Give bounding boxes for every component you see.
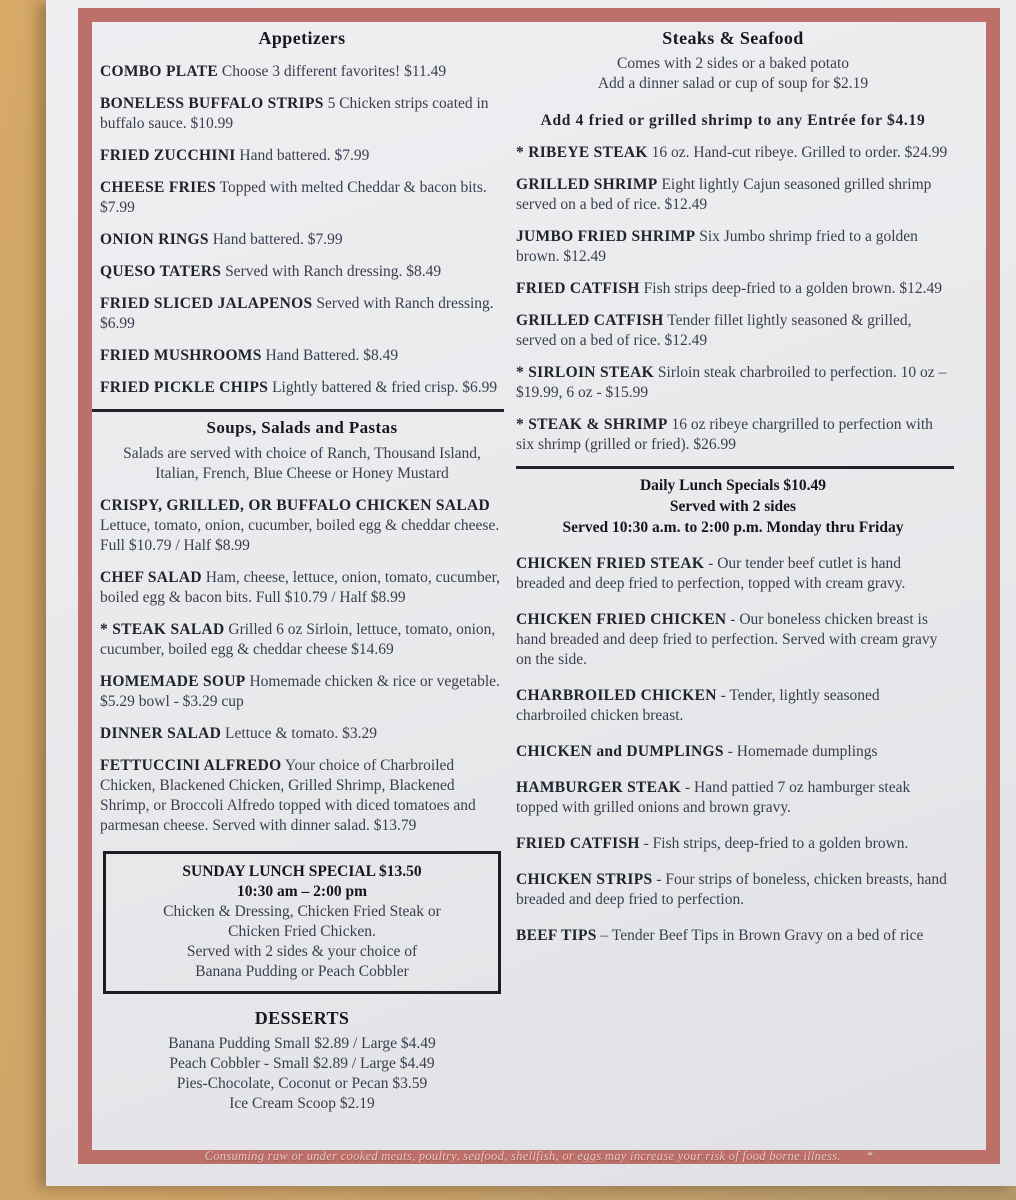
- menu-item: [100, 672, 504, 712]
- item-name: CHEESE FRIES: [100, 179, 217, 196]
- menu-item: [516, 227, 950, 267]
- menu-item: [100, 94, 504, 134]
- sunday-special-title: SUNDAY LUNCH SPECIAL $13.50: [182, 863, 422, 880]
- menu-item: [516, 926, 950, 946]
- menu-item: [516, 279, 950, 299]
- dessert-line: Pies-Chocolate, Coconut or Pecan $3.59: [176, 1075, 428, 1092]
- item-name: CHICKEN FRIED CHICKEN: [516, 611, 727, 628]
- item-desc: Hand battered. $7.99: [239, 147, 370, 164]
- item-name: BEEF TIPS: [516, 927, 597, 944]
- item-desc: - Hand pattied 7 oz hamburger steak topped with grilled onions and brown gravy.: [516, 779, 911, 816]
- item-name: JUMBO FRIED SHRIMP: [516, 228, 696, 245]
- menu-item: [516, 778, 950, 818]
- item-desc: Tender fillet lightly seasoned & grilled, served on a bed of rice. $12.49: [516, 312, 912, 349]
- sunday-special-text: Banana Pudding or Peach Cobbler: [195, 963, 409, 980]
- item-desc: Choose 3 different favorites! $11.49: [221, 63, 447, 80]
- item-name: * STEAK SALAD: [100, 621, 225, 638]
- item-desc: Your choice of Charbroiled Chicken, Blackened Chicken, Grilled Shrimp, Blackened Shrimp, or Broccoli Alfredo topped with diced tomatoes and parmesan cheese. Served with dinner salad. $13.79: [100, 757, 476, 834]
- menu-item: [100, 178, 504, 218]
- item-name: * SIRLOIN STEAK: [516, 364, 655, 381]
- daily-specials-title: Daily Lunch Specials $10.49: [639, 477, 827, 494]
- section-title-soups-salads: Soups, Salads and Pastas: [206, 418, 398, 437]
- menu-content: [92, 22, 986, 1150]
- item-name: * STEAK & SHRIMP: [516, 416, 668, 433]
- menu-item: [516, 311, 950, 351]
- disclaimer-text: Consuming raw or under cooked meats, poultry, seafood, shellfish, or eggs may increase your risk of food borne illness.: [204, 1149, 841, 1163]
- steaks-subtitle-1: Comes with 2 sides or a baked potato: [616, 55, 850, 72]
- dessert-line: Banana Pudding Small $2.89 / Large $4.49: [168, 1035, 436, 1052]
- menu-item: [516, 686, 950, 726]
- item-desc: Lettuce & tomato. $3.29: [225, 725, 377, 742]
- item-desc: - Fish strips, deep-fried to a golden brown.: [643, 835, 909, 852]
- item-name: CHICKEN STRIPS: [516, 871, 653, 888]
- menu-item: [100, 262, 504, 282]
- dessert-line: Ice Cream Scoop $2.19: [229, 1095, 375, 1112]
- item-desc: Fish strips deep-fried to a golden brown. $12.49: [643, 280, 942, 297]
- menu-item: [516, 143, 950, 163]
- item-name: GRILLED CATFISH: [516, 312, 664, 329]
- item-desc: Six Jumbo shrimp fried to a golden brown. $12.49: [516, 228, 918, 265]
- menu-item: [100, 146, 504, 166]
- section-title-steaks-seafood: Steaks & Seafood: [662, 28, 804, 48]
- daily-specials-sub-1: Served with 2 sides: [669, 498, 797, 515]
- sunday-lunch-special-box: [103, 851, 501, 994]
- item-desc: - Homemade dumplings: [727, 743, 878, 760]
- item-name: COMBO PLATE: [100, 63, 218, 80]
- menu-item: [516, 834, 950, 854]
- item-desc: Hand Battered. $8.49: [265, 347, 399, 364]
- item-desc: Sirloin steak charbroiled to perfection. 10 oz – $19.99, 6 oz - $15.99: [516, 364, 947, 401]
- item-name: FRIED SLICED JALAPENOS: [100, 295, 313, 312]
- section-title-desserts: DESSERTS: [254, 1008, 350, 1028]
- menu-item: [100, 378, 504, 398]
- food-safety-disclaimer: [78, 1150, 1000, 1164]
- item-name: FRIED PICKLE CHIPS: [100, 379, 269, 396]
- item-name: CHEF SALAD: [100, 569, 202, 586]
- menu-item: [100, 724, 504, 744]
- item-desc: - Our tender beef cutlet is hand breaded and deep fried to perfection, topped with cream gravy.: [516, 555, 906, 592]
- item-name: ONION RINGS: [100, 231, 209, 248]
- item-desc: Homemade chicken & rice or vegetable. $5.29 bowl - $3.29 cup: [100, 673, 500, 710]
- disclaimer-asterisk: *: [866, 1149, 874, 1163]
- item-name: FRIED ZUCCHINI: [100, 147, 236, 164]
- left-column: [100, 24, 504, 1150]
- item-desc: 16 oz. Hand-cut ribeye. Grilled to order. $24.99: [651, 144, 948, 161]
- red-border-frame: [78, 8, 1000, 1164]
- section-title-appetizers: Appetizers: [258, 28, 346, 48]
- item-desc: Served with Ranch dressing. $8.49: [225, 263, 442, 280]
- menu-item: [100, 756, 504, 836]
- item-name: CHICKEN FRIED STEAK: [516, 555, 705, 572]
- item-desc: - Four strips of boneless, chicken breasts, hand breaded and deep fried to perfection.: [516, 871, 947, 908]
- item-desc: - Our boneless chicken breast is hand breaded and deep fried to perfection. Served with cream gravy on the side.: [516, 611, 938, 668]
- menu-item: [100, 620, 504, 660]
- item-desc: Topped with melted Cheddar & bacon bits. $7.99: [100, 179, 487, 216]
- item-desc: Eight lightly Cajun seasoned grilled shrimp served on a bed of rice. $12.49: [516, 176, 932, 213]
- menu-item: [516, 363, 950, 403]
- menu-item: [516, 742, 950, 762]
- sunday-special-text: Chicken Fried Chicken.: [228, 923, 376, 940]
- item-name: * RIBEYE STEAK: [516, 144, 648, 161]
- item-desc: Lettuce, tomato, onion, cucumber, boiled egg & cheddar cheese. Full $10.79 / Half $8.99: [100, 517, 500, 554]
- right-column: [516, 24, 982, 1150]
- steaks-subtitle-2: Add a dinner salad or cup of soup for $2.19: [597, 75, 869, 92]
- add-shrimp-line: Add 4 fried or grilled shrimp to any Entrée for $4.19: [540, 112, 926, 129]
- sunday-special-text: Served with 2 sides & your choice of: [186, 943, 418, 960]
- menu-item: [100, 230, 504, 250]
- item-name: HOMEMADE SOUP: [100, 673, 246, 690]
- item-name: HAMBURGER STEAK: [516, 779, 682, 796]
- section-divider: [92, 409, 504, 412]
- soups-subtitle: Salads are served with choice of Ranch, Thousand Island, Italian, French, Blue Cheese or Honey Mustard: [123, 445, 481, 482]
- menu-paper-sheet: [46, 0, 1016, 1186]
- sunday-special-hours: 10:30 am – 2:00 pm: [236, 883, 368, 900]
- menu-item: [100, 62, 504, 82]
- item-desc: Lightly battered & fried crisp. $6.99: [272, 379, 498, 396]
- item-name: CHICKEN and DUMPLINGS: [516, 743, 724, 760]
- item-desc: - Tender, lightly seasoned charbroiled chicken breast.: [516, 687, 880, 724]
- menu-item: [100, 294, 504, 334]
- section-divider: [516, 466, 954, 469]
- item-desc: Ham, cheese, lettuce, onion, tomato, cucumber, boiled egg & bacon bits. Full $10.79 / Half $8.99: [100, 569, 500, 606]
- item-name: QUESO TATERS: [100, 263, 222, 280]
- item-name: FRIED MUSHROOMS: [100, 347, 262, 364]
- item-desc: Hand battered. $7.99: [212, 231, 343, 248]
- item-desc: – Tender Beef Tips in Brown Gravy on a bed of rice: [600, 927, 924, 944]
- item-name: CHARBROILED CHICKEN: [516, 687, 717, 704]
- menu-item: [100, 496, 504, 556]
- item-desc: 5 Chicken strips coated in buffalo sauce. $10.99: [100, 95, 489, 132]
- item-desc: 16 oz ribeye chargrilled to perfection with six shrimp (grilled or fried). $26.99: [516, 416, 933, 453]
- daily-specials-header: [516, 475, 950, 538]
- dessert-line: Peach Cobbler - Small $2.89 / Large $4.49: [169, 1055, 435, 1072]
- item-name: FRIED CATFISH: [516, 835, 640, 852]
- daily-specials-sub-2: Served 10:30 a.m. to 2:00 p.m. Monday thru Friday: [562, 519, 904, 536]
- item-name: FRIED CATFISH: [516, 280, 640, 297]
- item-desc: Served with Ranch dressing. $6.99: [100, 295, 494, 332]
- menu-item: [100, 346, 504, 366]
- item-name: FETTUCCINI ALFREDO: [100, 757, 282, 774]
- item-name: BONELESS BUFFALO STRIPS: [100, 95, 324, 112]
- sunday-special-text: Chicken & Dressing, Chicken Fried Steak or: [163, 903, 441, 920]
- menu-item: [516, 870, 950, 910]
- item-name: DINNER SALAD: [100, 725, 222, 742]
- menu-item: [516, 415, 950, 455]
- menu-item: [516, 554, 950, 594]
- menu-item: [516, 610, 950, 670]
- item-name: CRISPY, GRILLED, OR BUFFALO CHICKEN SALAD: [100, 497, 490, 514]
- item-name: GRILLED SHRIMP: [516, 176, 658, 193]
- menu-item: [516, 175, 950, 215]
- item-desc: Grilled 6 oz Sirloin, lettuce, tomato, onion, cucumber, boiled egg & cheddar cheese $14.69: [100, 621, 496, 658]
- menu-item: [100, 568, 504, 608]
